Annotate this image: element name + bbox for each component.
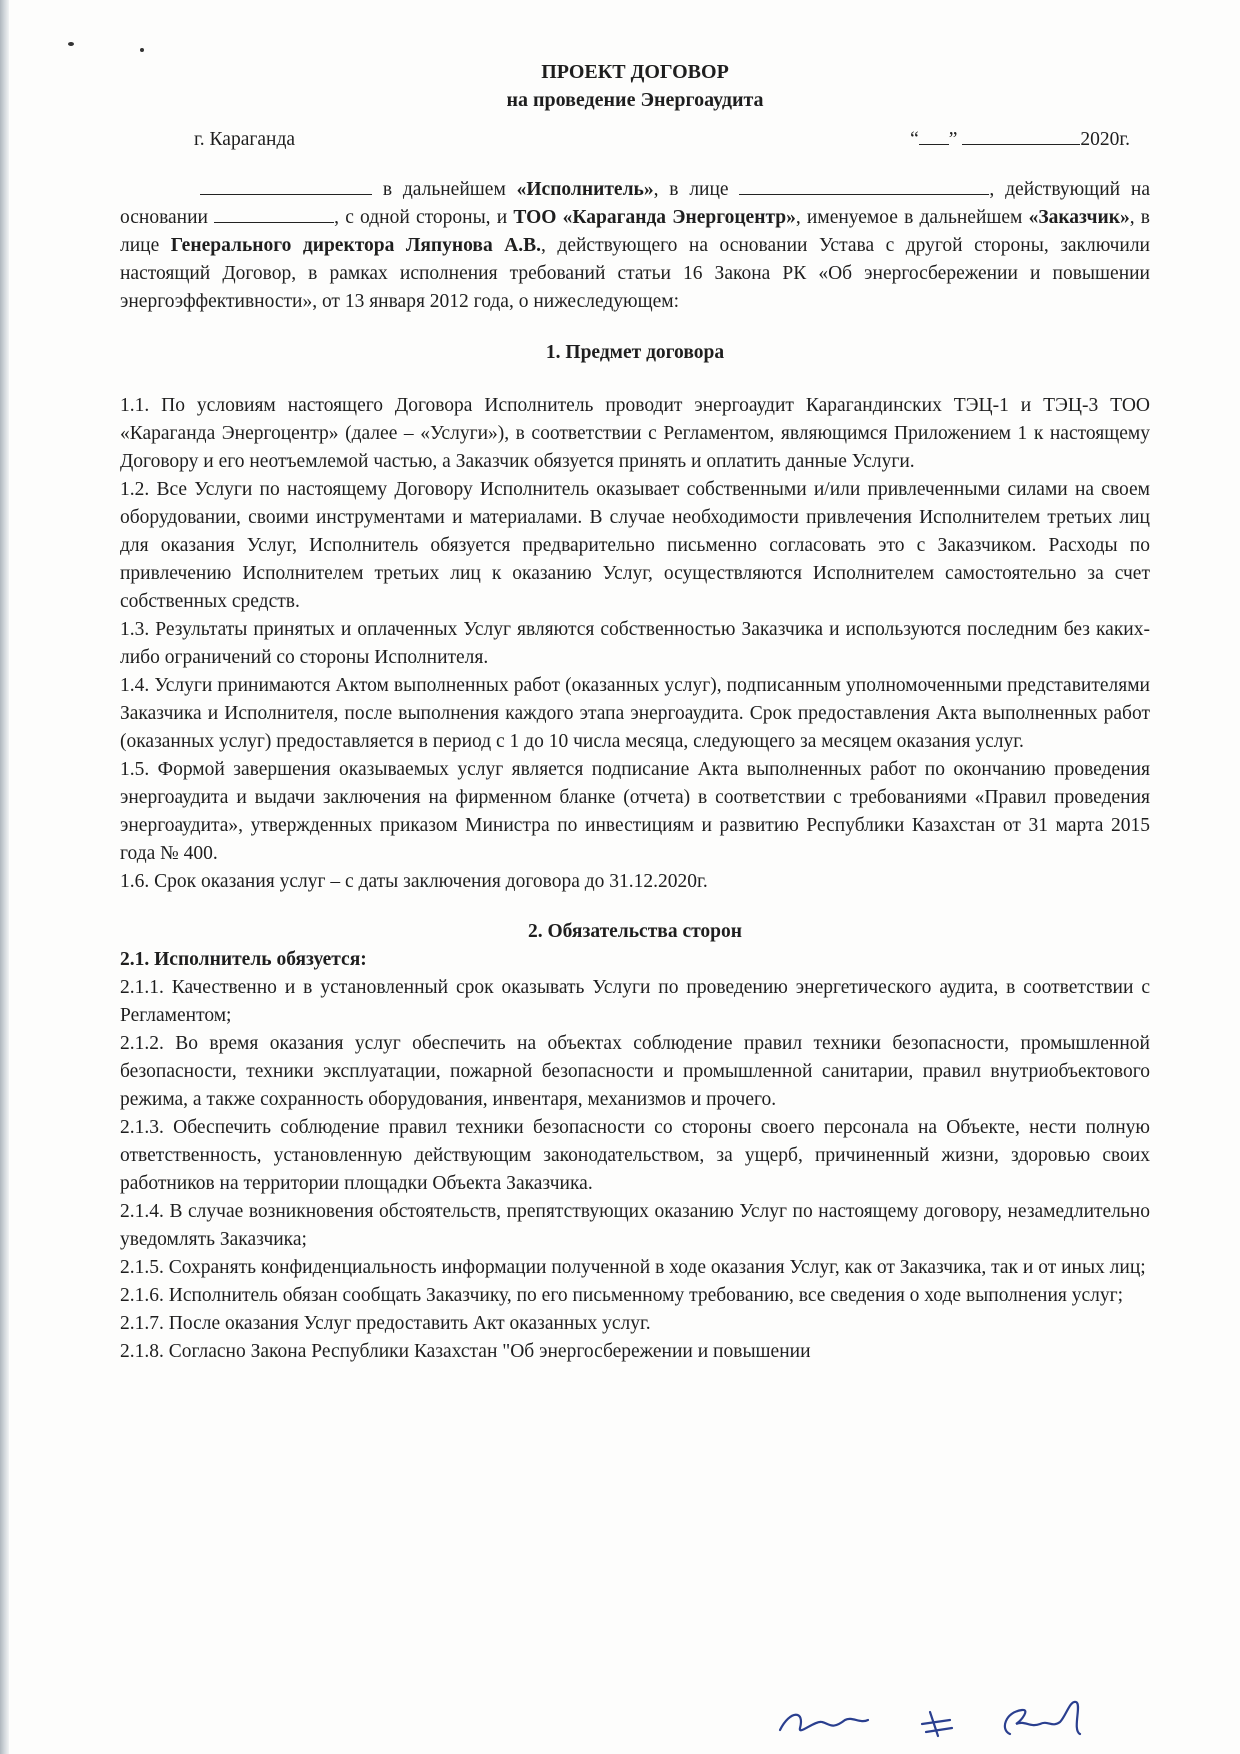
- customer-label: «Заказчик»: [1028, 207, 1130, 228]
- clause-2-1-3: 2.1.3. Обеспечить соблюдение правил техники безопасности со стороны своего персонала на Объекте, нести полную ответственность, установленную действующим законодательством, за ущерб, причиненный жизни, здоровью своих работников на территории площадки Объекта Заказчика.: [120, 1117, 1150, 1194]
- date-line: [910, 126, 1130, 154]
- signature-3: [1005, 1702, 1080, 1734]
- clause-2-1-1: 2.1.1. Качественно и в установленный срок оказывать Услуги по проведению энергетического аудита, в соответствии с Регламентом;: [120, 977, 1150, 1026]
- place-date-row: [194, 126, 1130, 154]
- section-2-1-heading: 2.1. Исполнитель обязуется:: [120, 949, 367, 970]
- clause-2-1-8: 2.1.8. Согласно Закона Республики Казахстан "Об энергосбережении и повышении: [120, 1341, 811, 1362]
- basis-blank: [214, 204, 334, 223]
- date-year: 2020г.: [1080, 129, 1130, 150]
- month-blank: [962, 126, 1080, 145]
- section-2-heading: 2. Обязательства сторон: [528, 921, 742, 942]
- scan-edge: [0, 0, 9, 1754]
- clause-1-3: 1.3. Результаты принятых и оплаченных Услуг являются собственностью Заказчика и используются последним без каких-либо ограничений со стороны Исполнителя.: [120, 619, 1150, 668]
- day-blank: [919, 126, 949, 145]
- clause-1-5: 1.5. Формой завершения оказываемых услуг является подписание Акта выполненных работ по окончанию проведения энергоаудита и выдачи заключения на фирменном бланке (отчета) в соответствии с требованиями «Правил проведения энергоаудита», утвержденных приказом Министра по инвестициям и развитию Республики Казахстан от 31 марта 2015 года № 400.: [120, 759, 1150, 864]
- clause-2-1-7: 2.1.7. После оказания Услуг предоставить Акт оказанных услуг.: [120, 1313, 651, 1334]
- clause-1-2: 1.2. Все Услуги по настоящему Договору Исполнитель оказывает собственными и/или привлеченными силами на своем оборудовании, своими инструментами и материалами. В случае необходимости привлечения Исполнителем третьих лиц для оказания Услуг, Исполнитель обязуется предварительно письменно согласовать это с Заказчиком. Расходы по привлечению Исполнителем третьих лиц к оказанию Услуг, осуществляются Исполнителем самостоятельно за счет собственных средств.: [120, 479, 1150, 612]
- clause-2-1-6: 2.1.6. Исполнитель обязан сообщать Заказчику, по его письменному требованию, все сведения о ходе выполнения услуг;: [120, 1285, 1124, 1306]
- customer-company: ТОО «Караганда Энергоцентр»: [513, 207, 796, 228]
- document-title: ПРОЕКТ ДОГОВОР: [541, 61, 729, 83]
- executor-label: «Исполнитель»: [516, 179, 654, 200]
- clause-2-1-4: 2.1.4. В случае возникновения обстоятельств, препятствующих оказанию Услуг по настоящему договору, незамедлительно уведомлять Заказчика;: [120, 1201, 1150, 1250]
- clause-1-4: 1.4. Услуги принимаются Актом выполненных работ (оказанных услуг), подписанным уполномоченными представителями Заказчика и Исполнителя, после выполнения каждого этапа энергоаудита. Срок предоставления Акта выполненных работ (оказанных услуг) предоставляется в период с 1 до 10 числа месяца, следующего за месяцем оказания услуг.: [120, 675, 1150, 752]
- executor-rep-blank: [739, 176, 989, 195]
- executor-name-blank: [200, 176, 372, 195]
- clause-2-1-5: 2.1.5. Сохранять конфиденциальность информации полученной в ходе оказания Услуг, как от Заказчика, так и от иных лиц;: [120, 1257, 1146, 1278]
- director-name: Генерального директора Ляпунова А.В.: [170, 235, 542, 256]
- document-subtitle: на проведение Энергоаудита: [506, 89, 764, 111]
- document-body: [120, 58, 1150, 1366]
- clause-2-1-2: 2.1.2. Во время оказания услуг обеспечить на объектах соблюдение правил техники безопасности, промышленной безопасности, техники эксплуатации, пожарной безопасности и промышленной санитарии, правил внутриобъектового режима, а также сохранность оборудования, инвентаря, механизмов и прочего.: [120, 1033, 1150, 1110]
- intro-paragraph: в дальнейшем «Исполнитель», в лице , действующий на основании , с одной стороны, и ТОО «Караганда Энергоцентр», именуемое в дальнейшем «Заказчик», в лице Генерального директора Ляпунова А.В., действующего на основании Устава с другой стороны, заключили настоящий Договор, в рамках исполнения требований статьи 16 Закона РК «Об энергосбережении и повышении энергоэффективности», от 13 января 2012 года, о нижеследующем:: [120, 176, 1150, 316]
- signature-1: [780, 1715, 868, 1731]
- scan-speck: [140, 48, 144, 52]
- scan-speck: [68, 42, 74, 46]
- date-open-quote: “: [910, 129, 919, 150]
- initials-signatures: [760, 1690, 1160, 1750]
- signature-2: [922, 1712, 952, 1736]
- section-1-heading: 1. Предмет договора: [545, 342, 725, 363]
- clause-1-1: 1.1. По условиям настоящего Договора Исполнитель проводит энергоаудит Карагандинских ТЭЦ-1 и ТЭЦ-3 ТОО «Караганда Энергоцентр» (далее – «Услуги»), в соответствии с Регламентом, являющимся Приложением 1 к настоящему Договору и его неотъемлемой частью, а Заказчик обязуется принять и оплатить данные Услуги.: [120, 395, 1150, 472]
- city: г. Караганда: [194, 129, 296, 150]
- date-close-quote: ”: [948, 129, 958, 150]
- clause-1-6: 1.6. Срок оказания услуг – с даты заключения договора до 31.12.2020г.: [120, 871, 708, 892]
